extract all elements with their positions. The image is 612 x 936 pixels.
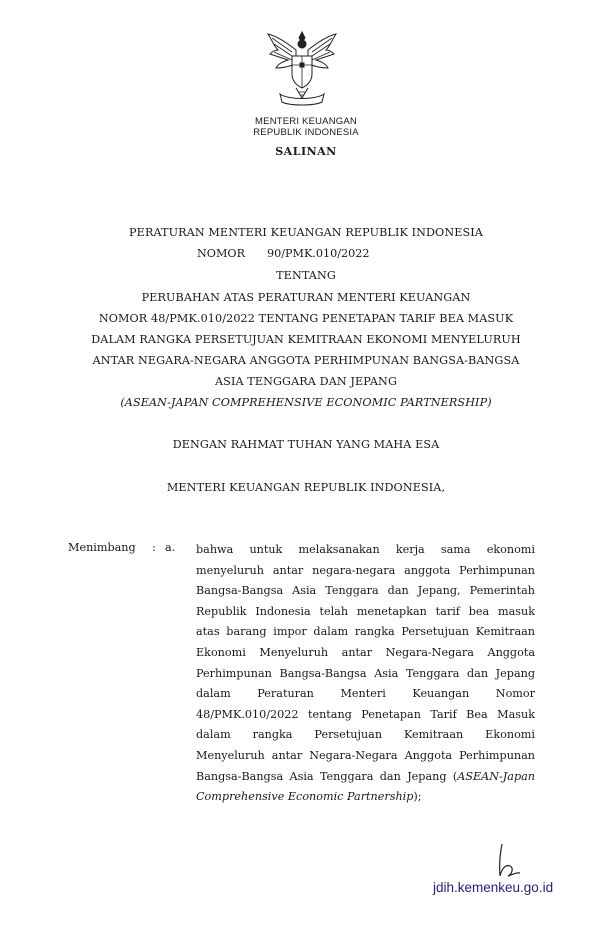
considering-separator: : xyxy=(152,541,156,554)
paragraph-line: Ekonomi Menyeluruh antar Negara-Negara Anggota xyxy=(196,645,535,659)
line-end-part: ); xyxy=(413,790,422,804)
considering-label: Menimbang xyxy=(68,541,136,554)
nomor-label: NOMOR xyxy=(197,247,246,260)
subject-line-2: NOMOR 48/PMK.010/2022 TENTANG PENETAPAN TARIF BEA MASUK xyxy=(98,312,514,325)
office-line-2: REPUBLIK INDONESIA xyxy=(253,127,359,138)
line-italic-part: Comprehensive Economic Partnership xyxy=(196,790,414,804)
blessing-line: DENGAN RAHMAT TUHAN YANG MAHA ESA xyxy=(172,438,440,451)
subject-italic-line: (ASEAN-JAPAN COMPREHENSIVE ECONOMIC PARTNERSHIP) xyxy=(120,396,492,409)
regulation-number xyxy=(197,247,370,260)
paragraph-line: 48/PMK.010/2022 tentang Penetapan Tarif Bea Masuk xyxy=(196,707,535,721)
item-marker-a: a. xyxy=(165,541,176,554)
line-italic-part: ASEAN-Japan xyxy=(457,769,535,783)
paragraph-line: Bangsa-Bangsa Asia Tenggara dan Jepang, Pemerintah xyxy=(196,584,535,598)
office-line-1: MENTERI KEUANGAN xyxy=(255,116,357,127)
line-normal-part: Bangsa-Bangsa Asia Tenggara dan Jepang ( xyxy=(196,769,458,783)
tentang-heading: TENTANG xyxy=(276,269,336,282)
authority-line: MENTERI KEUANGAN REPUBLIK INDONESIA, xyxy=(166,481,446,494)
paragraph-line: dalam rangka Persetujuan Kemitraan Ekonomi xyxy=(196,728,535,742)
paragraph-line: Menyeluruh antar Negara-Negara Anggota Perhimpunan xyxy=(196,748,535,762)
paragraph-line: bahwa untuk melaksanakan kerja sama ekonomi xyxy=(196,543,535,556)
salinan-stamp: SALINAN xyxy=(275,145,337,158)
paragraph-line: dalam Peraturan Menteri Keuangan Nomor xyxy=(196,687,535,701)
initial-signature-icon xyxy=(494,842,524,882)
jdih-watermark: jdih.kemenkeu.go.id xyxy=(433,880,554,895)
paragraph-line: Perhimpunan Bangsa-Bangsa Asia Tenggara dan Jepang xyxy=(196,666,535,680)
subject-line-4: ANTAR NEGARA-NEGARA ANGGOTA PERHIMPUNAN BANGSA-BANGSA xyxy=(92,354,520,367)
subject-line-1: PERUBAHAN ATAS PERATURAN MENTERI KEUANGAN xyxy=(141,291,471,304)
paragraph-line xyxy=(196,787,535,808)
paragraph-line: atas barang impor dalam rangka Persetujuan Kemitraan xyxy=(196,625,535,639)
subject-line-3: DALAM RANGKA PERSETUJUAN KEMITRAAN EKONOMI MENYELURUH xyxy=(91,333,521,346)
paragraph-line: Republik Indonesia telah menetapkan tarif bea masuk xyxy=(196,604,535,618)
considering-paragraph-a xyxy=(196,540,535,808)
garuda-emblem-icon xyxy=(262,28,342,108)
nomor-value: 90/PMK.010/2022 xyxy=(267,247,370,260)
regulation-title: PERATURAN MENTERI KEUANGAN REPUBLIK INDONESIA xyxy=(129,226,483,239)
subject-line-5: ASIA TENGGARA DAN JEPANG xyxy=(215,375,397,388)
paragraph-line xyxy=(196,767,535,788)
paragraph-line: menyeluruh antar negara-negara anggota Perhimpunan xyxy=(196,563,535,577)
